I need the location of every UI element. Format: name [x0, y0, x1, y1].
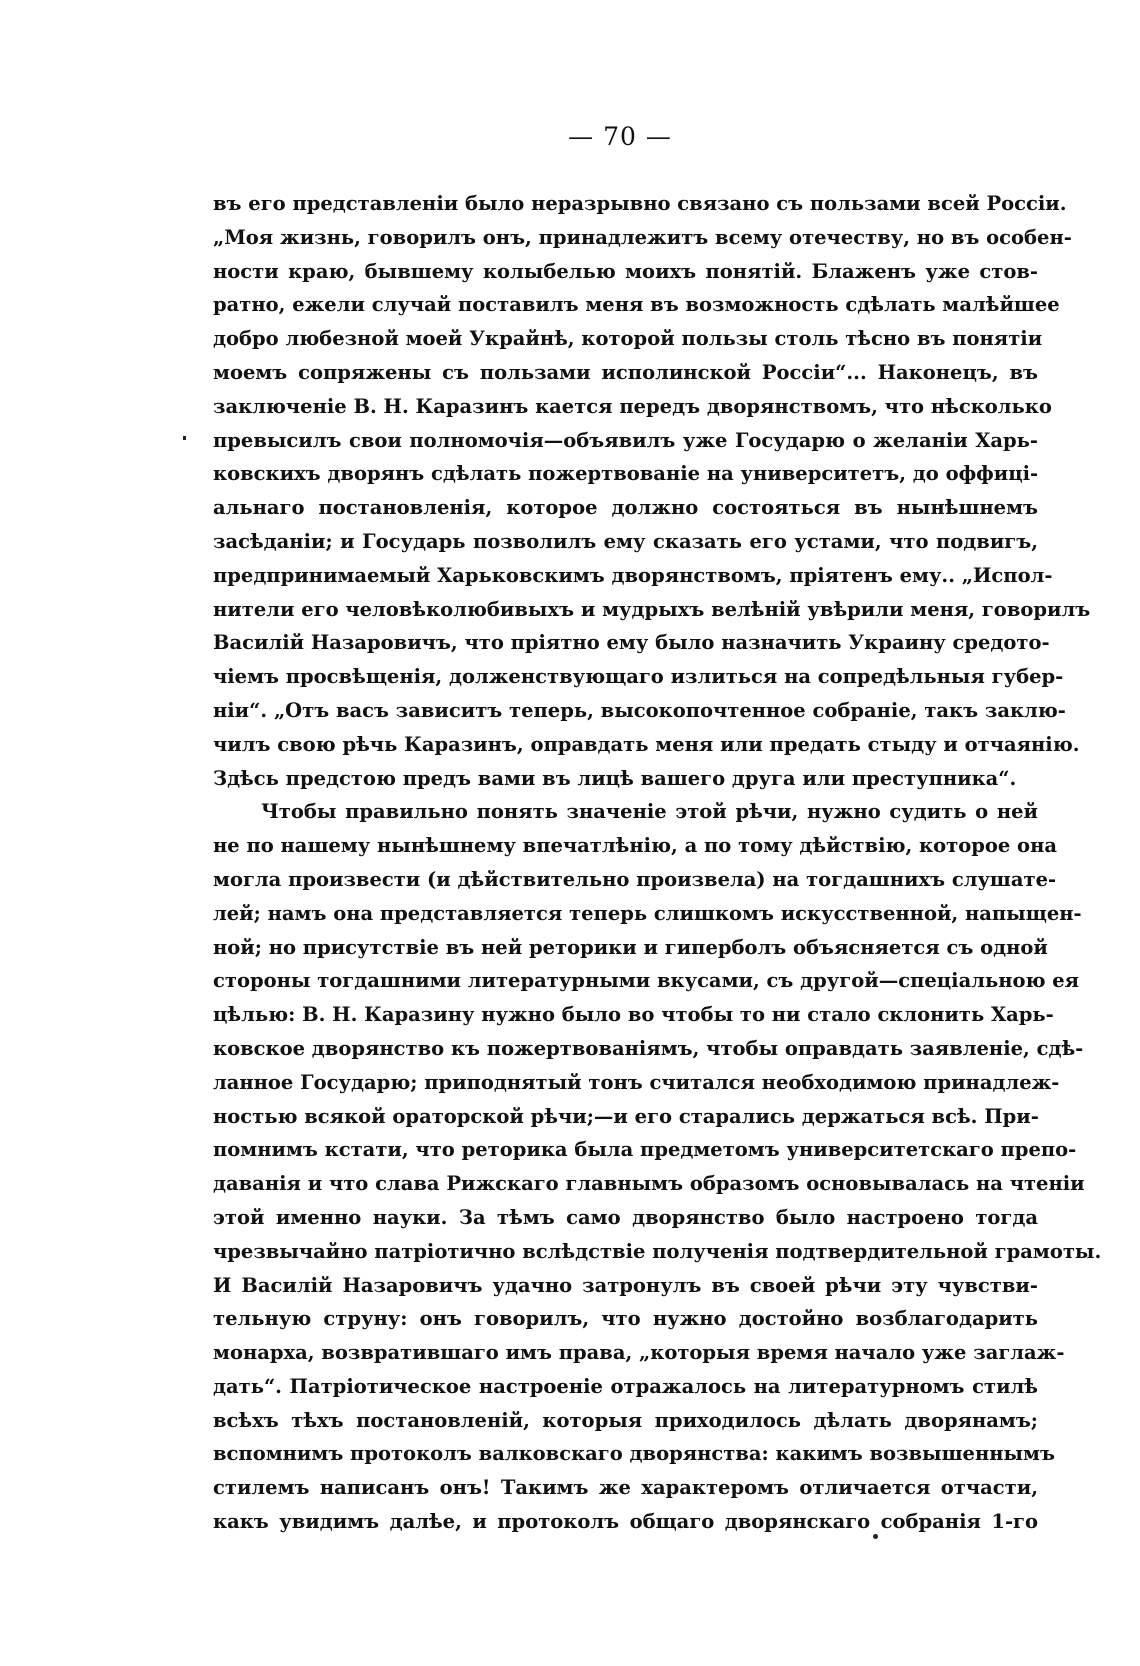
text-line: всѣхъ тѣхъ постановленій, которыя приходилось дѣлать дворянамъ; [213, 1408, 1038, 1432]
text-line: этой именно науки. За тѣмъ само дворянство было настроено тогда [213, 1205, 1038, 1229]
body-text [213, 187, 1102, 1539]
text-line: даванія и что слава Рижскаго главнымъ образомъ основывалась на чтеніи [213, 1172, 1085, 1196]
text-line: цѣлью: В. Н. Каразину нужно было во чтобы то ни стало склонить Харь- [213, 1003, 1054, 1027]
text-line: помнимъ кстати, что реторика была предметомъ университетскаго препо- [213, 1138, 1077, 1162]
text-line: въ его представленіи было неразрывно связано съ пользами всей Россіи. [213, 192, 1067, 215]
text-line: ніи“. „Отъ васъ зависитъ теперь, высокопочтенное собраніе, такъ заклю- [213, 698, 1066, 722]
text-line: не по нашему нынѣшнему впечатлѣнію, а по тому дѣйствію, которое она [213, 834, 1057, 858]
print-speck [873, 1534, 878, 1539]
margin-mark [183, 436, 186, 440]
text-line: чилъ свою рѣчь Каразинъ, оправдать меня или предать стыду и отчаянію. [213, 732, 1080, 756]
text-line: ностью всякой ораторской рѣчи;—и его старались держаться всѣ. При- [213, 1104, 1039, 1128]
text-line: ной; но присутствіе въ ней реторики и гиперболъ объясняется съ одной [213, 935, 1048, 959]
text-line: альнаго постановленія, которое должно состояться въ нынѣшнемъ [213, 496, 1038, 520]
text-line: чіемъ просвѣщенія, долженствующаго излиться на сопредѣльныя губер- [213, 665, 1064, 689]
paragraph-end-line: Здѣсь предстою предъ вами въ лицѣ вашего друга или преступника“. [213, 766, 1017, 790]
text-line: И Василій Назаровичъ удачно затронулъ въ своей рѣчи эту чувстви- [213, 1273, 1038, 1297]
text-line: моемъ сопряжены съ пользами исполинской Россіи“... Наконецъ, въ [213, 360, 1038, 384]
text-line: ковскихъ дворянъ сдѣлать пожертвованіе на университетъ, до оффиці- [213, 462, 1039, 486]
text-line: нители его человѣколюбивыхъ и мудрыхъ велѣній увѣрили меня, говорилъ [213, 597, 1091, 621]
text-line: дать“. Патріотическое настроеніе отражалось на литературномъ стилѣ [213, 1374, 1038, 1398]
text-line: Василій Назаровичъ, что пріятно ему было назначить Украину средото- [213, 631, 1050, 655]
text-line: ланное Государю; приподнятый тонъ считался необходимою принадлеж- [213, 1070, 1060, 1094]
text-line: засѣданіи; и Государь позволилъ ему сказать его устами, что подвигъ, [213, 529, 1038, 553]
text-line: добро любезной моей Украйнѣ, которой пользы столь тѣсно въ понятіи [213, 327, 1043, 351]
paragraph-start-line: Чтобы правильно понять значеніе этой рѣчи, нужно судить о ней [261, 800, 1038, 824]
text-line: предпринимаемый Харьковскимъ дворянствомъ, пріятенъ ему.. „Испол- [213, 563, 1053, 587]
text-line: „Моя жизнь, говорилъ онъ, принадлежитъ всему отечеству, но въ особен- [213, 225, 1072, 249]
text-line: заключеніе В. Н. Каразинъ кается передъ дворянствомъ, что нѣсколько [213, 394, 1052, 418]
text-line: стороны тогдашними литературными вкусами, съ другой—спеціальною ея [213, 969, 1080, 993]
text-line: какъ увидимъ далѣе, и протоколъ общаго дворянскаго собранія 1-го [213, 1510, 1038, 1534]
text-line: тельную струну: онъ говорилъ, что нужно достойно возблагодарить [213, 1307, 1038, 1331]
text-line: превысилъ свои полномочія—объявилъ уже Государю о желаніи Харь- [213, 428, 1038, 452]
text-line: стилемъ написанъ онъ! Такимъ же характеромъ отличается отчасти, [213, 1476, 1038, 1500]
text-line: лей; намъ она представляется теперь слишкомъ искусственной, напыщен- [213, 901, 1082, 925]
page-number: — 70 — [568, 122, 672, 151]
text-line: монарха, возвратившаго имъ права, „которыя время начало уже заглаж- [213, 1341, 1065, 1365]
text-line: ратно, ежели случай поставилъ меня въ возможность сдѣлать малѣйшее [213, 293, 1060, 317]
text-line: ковское дворянство къ пожертвованіямъ, чтобы оправдать заявленіе, сдѣ- [213, 1036, 1084, 1060]
text-line: ности краю, бывшему колыбелью моихъ понятій. Блаженъ уже стов- [213, 259, 1038, 283]
text-line: могла произвести (и дѣйствительно произвела) на тогдашнихъ слушате- [213, 867, 1057, 891]
text-line: вспомнимъ протоколъ валковскаго дворянства: какимъ возвышеннымъ [213, 1442, 1055, 1466]
text-line: чрезвычайно патріотично вслѣдствіе полученія подтвердительной грамоты. [213, 1239, 1102, 1263]
